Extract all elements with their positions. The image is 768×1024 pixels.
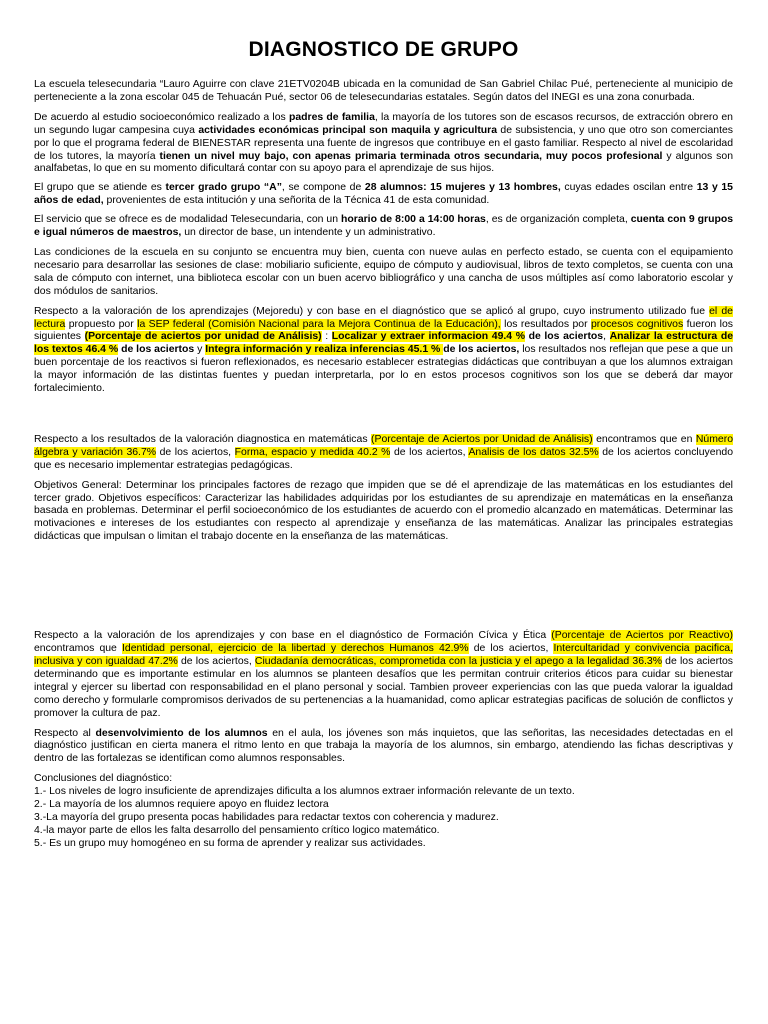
text-run: cuyas edades oscilan entre <box>560 182 697 194</box>
text-run: de los aciertos determinando que es importante estimular en los alumnos se planteen desafíos que les permitan contruir criterios éticos para cuidar su bienestar integral y ejercer su libertad con responsabilidad en el plano personal y social. Tambien proveer experiencias con las que pueda valorar la igualdad como derecho y formularle compromisos derivados de su pertenencias a la huamanidad, como aplicar estrategias pacificas de solución de conflictos y promover la cultura de paz. <box>34 656 734 719</box>
text-run: un director de base, un intendente y un administrativo. <box>181 227 436 239</box>
text-run: : <box>321 331 332 343</box>
bold-text: desenvolvimiento de los alumnos <box>95 727 268 739</box>
paragraph-school-context <box>34 79 733 105</box>
text-run: de los aciertos, <box>390 446 469 458</box>
bold-text: actividades económicas principal son maquila y agricultura <box>198 124 498 136</box>
text-run: Respecto a la valoración de los aprendizajes (Mejoredu) y con base en el diagnóstico que se aplicó al grupo, cuyo instrumento utilizado fue <box>34 305 710 317</box>
text-run: de los aciertos, <box>468 643 554 655</box>
text-run: Las condiciones de la escuela en su conjunto se encuentra muy bien, cuenta con nueve aulas en perfecto estado, se cuenta con el equipamiento necesario para desarrollar las sesiones de clase: mobiliario suficiente, equipo de cómputo y audiovisual, libros de texto completos, se cuenta con una sala de cómputo con internet, una biblioteca escolar con un buen acervo bibliográfico y una cancha de usos múltiples así como laboratorio escolar y dos módulos de sanitarios. <box>34 246 733 297</box>
text-run: en el aula, los jóvenes son más inquietos, que las señoritas, las necesidades detectadas en el diagnóstico justifican en cierta manera el ritmo lento en que trabaja la mayoría de los alumnos, sin embargo, atendiendo las fichas descriptivas y dentro de las fortalezas se identifican como alumnos responsables. <box>34 727 733 765</box>
highlighted-text: Analizar la estructura de los textos 46.4 % <box>34 331 733 356</box>
text-run: fueron los siguientes <box>34 318 733 343</box>
paragraph-math-diagnostic <box>34 434 733 473</box>
conclusion-item: 3.-La mayoría del grupo presenta pocas habilidades para redactar textos con coherencia y madurez. <box>34 811 499 823</box>
bold-text: de los aciertos, <box>443 344 520 356</box>
bold-text: horario de 8:00 a 14:00 horas <box>341 214 486 226</box>
bold-text: tienen un nivel muy bajo, con apenas primaria terminada otros secundaria, muy pocos profesional <box>159 150 663 162</box>
text-run: Objetivos General: Determinar los principales factores de rezago que impiden que se dé el aprendizaje de las matemáticas en los estudiantes del tercer grado. Objetivos específicos: Caracterizar las habilidades adquiridas por los estudiantes de su aprendizaje en matemáticas en la enseñanza basada en problemas. Determinar el perfil socioeconómico de los estudiantes de acuerdo con el promedio alcanzado en matemáticas. Determinar las motivaciones e intereses de los estudiantes con respecto al aprendizaje y enseñanza de las matemáticas. Analizar las principales estrategias didácticas que impulsan o limitan el trabajo docente en la enseñanza de las matemáticas. <box>34 479 733 543</box>
text-run: encontramos que <box>34 643 122 655</box>
highlighted-text: Número álgebra y variación 36.7% <box>34 433 733 458</box>
paragraph-student-behavior <box>34 728 733 767</box>
text-run: propuesto por <box>65 318 138 330</box>
bold-text: de los aciertos <box>525 331 604 343</box>
text-run: El grupo que se atiende es <box>34 182 166 194</box>
text-run: de los aciertos, <box>156 446 235 458</box>
text-run: , <box>603 331 610 343</box>
text-run: de los aciertos, <box>177 656 255 667</box>
highlighted-text: Localizar y extraer informacion 49.4 % <box>331 331 525 343</box>
blank-space <box>34 396 733 434</box>
text-run: , se compone de <box>281 182 365 194</box>
text-run: , la mayoría de los tutores son de escasos recursos, de extracción obrero en un segundo lugar campesina cuya <box>34 111 733 136</box>
conclusion-item: 2.- La mayoría de los alumnos requiere apoyo en fluidez lectora <box>34 799 329 811</box>
bold-text: padres de familia <box>288 111 375 123</box>
document-page <box>34 38 733 851</box>
paragraph-socioeconomic <box>34 112 733 177</box>
text-run: Respecto al <box>34 727 96 739</box>
text-run: De acuerdo al estudio socioeconómico realizado a los <box>34 111 289 123</box>
highlighted-text: (Porcentaje de Aciertos por Unidad de Análisis) <box>371 433 593 445</box>
text-run: , es de organización completa, <box>485 214 631 226</box>
text-run: y <box>194 344 206 356</box>
bold-text: cuenta con 9 grupos e igual números de maestros, <box>34 214 734 239</box>
text-run: de subsistencia, y uno que otro son comerciantes por lo que el programa federal de BIENESTAR representa una fuente de ingresos que contribuye en el gasto familiar. Respecto al nivel de escolaridad de los tutores, la mayoría <box>34 124 733 162</box>
text-run: los resultados nos reflejan que pese a que un buen porcentaje de los reactivos si fueron reflexionados, es necesario establecer estrategias didácticas que contribuyan a que los alumnos extraigan la mayor información de las distintas fuentes y puedan interpretarla, por lo en estos procesos cognitivos son los que se deberá dar mayor fortalecimiento. <box>34 344 733 395</box>
conclusions-section <box>34 773 733 850</box>
highlighted-text: Integra información y realiza inferencias 45.1 % <box>205 344 444 356</box>
highlighted-text: (Porcentaje de aciertos por unidad de Análisis) <box>84 331 322 343</box>
paragraph-objectives <box>34 480 733 545</box>
text-run: provenientes de esta intitución y una señorita de la Técnica 41 de esta comunidad. <box>103 195 490 207</box>
highlighted-text: Analisis de los datos 32.5% <box>468 446 599 458</box>
highlighted-text: el de lectura <box>34 305 733 330</box>
text-run: y algunos son analfabetas, lo que en su momento dificultará contar con su apoyo para el aprendizaje de sus hijos. <box>34 150 733 175</box>
text-run: de los aciertos concluyendo que es necesario implementar estrategias pedagógicas. <box>34 446 733 471</box>
paragraph-group <box>34 182 733 208</box>
highlighted-text: (Porcentaje de Aciertos por Reactivo) <box>551 630 733 642</box>
highlighted-text: Intercultaridad y convivencia pacifica, inclusiva y con igualdad 47.2% <box>34 643 734 667</box>
document-title: DIAGNOSTICO DE GRUPO <box>248 38 519 61</box>
text-run: Respecto a los resultados de la valoración diagnostica en matemáticas <box>34 433 372 445</box>
conclusion-item: 5.- Es un grupo muy homogéneo en su forma de aprender y realizar sus actividades. <box>34 837 426 849</box>
highlighted-text: la SEP federal (Comisión Nacional para la Mejora Continua de la Educación), <box>137 318 501 330</box>
paragraph-service <box>34 214 733 240</box>
text-run: los resultados por <box>500 318 591 330</box>
conclusions-heading: Conclusiones del diagnóstico: <box>34 773 173 785</box>
paragraph-civics-diagnostic <box>34 630 733 720</box>
bold-text: tercer grado grupo “A” <box>165 182 282 194</box>
blank-space <box>34 544 733 630</box>
conclusion-item: 4.-la mayor parte de ellos les falta desarrollo del pensamiento crítico logico matemático. <box>34 824 440 836</box>
text-run: encontramos que en <box>592 433 696 445</box>
bold-text: de los aciertos <box>118 344 195 356</box>
text-run: Respecto a la valoración de los aprendizajes y con base en el diagnóstico de Formación Cívica y Ética <box>34 630 552 642</box>
paragraph-reading-diagnostic <box>34 306 733 396</box>
conclusion-item: 1.- Los niveles de logro insuficiente de aprendizajes dificulta a los alumnos extraer información relevante de un texto. <box>34 786 575 798</box>
paragraph-facilities <box>34 247 733 299</box>
text-run: La escuela telesecundaria “Lauro Aguirre con clave 21ETV0204B ubicada en la comunidad de San Gabriel Chilac Pué, perteneciente al municipio de perteneciente a la zona escolar 045 de Tehuacán Pué, sector 06 de telesecundarias estatales. Según datos del INEGI es una zona conurbada. <box>34 79 733 103</box>
text-run: El servicio que se ofrece es de modalidad Telesecundaria, con un <box>34 214 341 226</box>
highlighted-text: Forma, espacio y medida 40.2 % <box>234 446 391 458</box>
bold-text: 13 y 15 años de edad, <box>34 182 733 207</box>
highlighted-text: Identidad personal, ejercicio de la libertad y derechos Humanos 42.9% <box>121 643 469 655</box>
highlighted-text: procesos cognitivos <box>591 318 684 330</box>
highlighted-text: Ciudadanía democráticas, comprometida con la justicia y el apego a la legalidad 36.3% <box>254 656 662 667</box>
bold-text: 28 alumnos: 15 mujeres y 13 hombres, <box>364 182 561 194</box>
